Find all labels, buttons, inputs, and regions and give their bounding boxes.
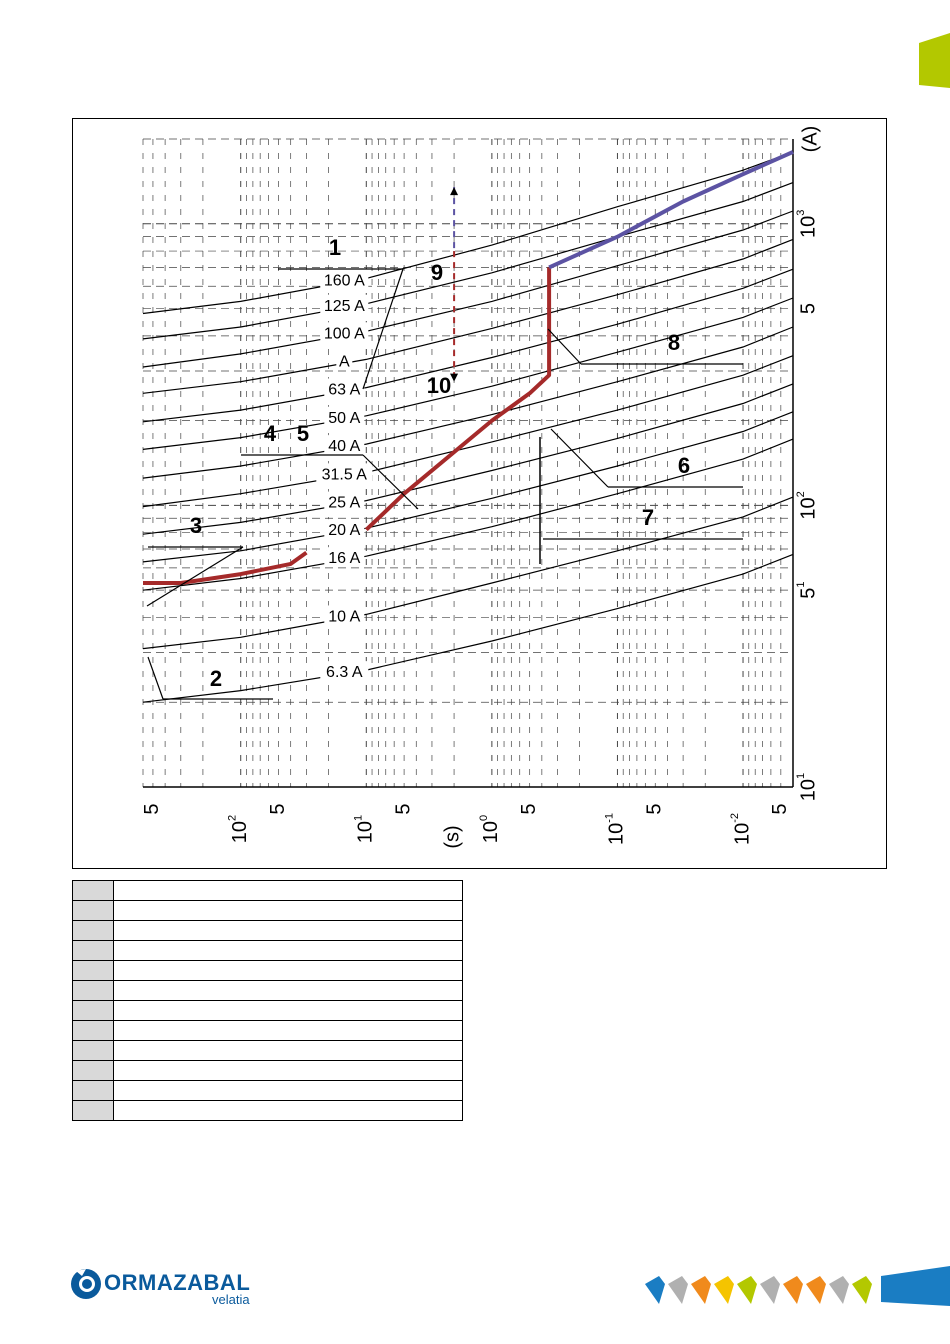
time-current-chart xyxy=(73,119,886,868)
logo-mark-icon xyxy=(70,1266,102,1302)
legend-row xyxy=(73,1061,463,1081)
x-tick-label-group xyxy=(227,815,251,843)
x-tick-label-group xyxy=(729,813,753,845)
brand-subname: velatia xyxy=(212,1292,250,1307)
legend-number-cell xyxy=(73,1081,114,1101)
x-tick-label-group xyxy=(644,803,666,814)
legend-row xyxy=(73,1021,463,1041)
legend-number-cell xyxy=(73,961,114,981)
legend-number-cell xyxy=(73,881,114,901)
y-tick-label: $10^3$ xyxy=(794,209,820,238)
y-tick-label-group xyxy=(795,491,819,519)
legend-number-cell xyxy=(73,1061,114,1081)
legend-number-cell xyxy=(73,921,114,941)
legend-text-cell xyxy=(114,1041,463,1061)
callout-number: 10 xyxy=(426,373,452,398)
legend-number-cell xyxy=(73,981,114,1001)
y-tick-label: 5 xyxy=(797,302,820,315)
brand-strip-block xyxy=(714,1276,734,1304)
y-tick-label: $10^2$ xyxy=(794,491,820,520)
x-tick-label: 5 xyxy=(266,803,289,815)
brand-name: ORMAZABAL xyxy=(104,1270,251,1295)
corner-accent-shape xyxy=(919,33,950,88)
callout-leader xyxy=(148,657,163,699)
series-label: 50 A xyxy=(328,409,361,427)
legend-number-cell xyxy=(73,901,114,921)
callout-number: 3 xyxy=(189,513,203,538)
legend-row xyxy=(73,1041,463,1061)
brand-strip-block xyxy=(645,1276,665,1304)
x-tick-label-group xyxy=(352,815,376,843)
legend-number-cell xyxy=(73,1001,114,1021)
legend-row xyxy=(73,921,463,941)
series-line xyxy=(143,152,793,314)
callout-number: 7 xyxy=(641,505,655,530)
callout-number: 4 xyxy=(263,421,277,446)
chart-frame xyxy=(72,118,887,869)
series-label: 40 A xyxy=(328,438,361,456)
brand-strip-block xyxy=(881,1266,950,1306)
y-tick-label-group xyxy=(795,582,819,599)
x-tick-label: 5 xyxy=(643,803,666,815)
legend-row xyxy=(73,981,463,1001)
y-tick-label-group xyxy=(795,773,819,801)
brand-color-strip xyxy=(645,1262,950,1312)
corner-accent-tab xyxy=(919,33,950,88)
grid-group xyxy=(143,139,793,787)
legend-number-cell xyxy=(73,941,114,961)
x-tick-label-group xyxy=(518,803,540,814)
brand-strip-block xyxy=(783,1276,803,1304)
arrow-head-down xyxy=(450,374,458,382)
series-label: 6.3 A xyxy=(326,664,363,682)
legend-row xyxy=(73,1101,463,1121)
x-axis-title-group xyxy=(441,825,463,848)
x-tick-label-group xyxy=(267,803,289,814)
legend-text-cell xyxy=(114,1081,463,1101)
series-label: 100 A xyxy=(323,325,365,343)
brand-strip-block xyxy=(760,1276,780,1304)
y-tick-label-group xyxy=(795,210,819,238)
series-label: 25 A xyxy=(328,494,361,512)
brand-strip-block xyxy=(852,1276,872,1304)
series-label: 160 A xyxy=(323,272,365,290)
series-line xyxy=(143,269,793,422)
series-label: 16 A xyxy=(328,550,361,568)
legend-text-cell xyxy=(114,1061,463,1081)
legend-row xyxy=(73,1001,463,1021)
series-label: 63 A xyxy=(328,381,361,399)
callout-number: 8 xyxy=(667,330,681,355)
callout-leader xyxy=(548,329,581,364)
legend-row xyxy=(73,901,463,921)
x-tick-label-group xyxy=(392,803,414,814)
legend-text-cell xyxy=(114,921,463,941)
series-label: A xyxy=(338,353,350,371)
legend-text-cell xyxy=(114,1101,463,1121)
y-tick-label: $10^1$ xyxy=(794,772,820,802)
legend-text-cell xyxy=(114,1021,463,1041)
x-tick-label: $10^1$ xyxy=(352,814,377,844)
legend-row xyxy=(73,881,463,901)
legend-text-cell xyxy=(114,941,463,961)
legend-row xyxy=(73,941,463,961)
legend-table xyxy=(72,880,463,1121)
legend-text-cell xyxy=(114,961,463,981)
brand-strip-block xyxy=(806,1276,826,1304)
x-tick-label: $10^{-1}$ xyxy=(603,812,628,846)
brand-strip-block xyxy=(668,1276,688,1304)
series-line xyxy=(143,211,793,367)
x-tick-label-group xyxy=(603,813,627,845)
y-tick-label-group xyxy=(797,303,819,314)
series-label: 31.5 A xyxy=(321,466,367,484)
x-tick-label: 5 xyxy=(517,803,540,815)
legend-row xyxy=(73,1081,463,1101)
series-label: 20 A xyxy=(328,522,361,540)
brand-strip-block xyxy=(691,1276,711,1304)
x-tick-label: $10^{-2}$ xyxy=(728,812,754,846)
legend-number-cell xyxy=(73,1041,114,1061)
ormazabal-logo xyxy=(70,1266,270,1316)
legend-text-cell xyxy=(114,881,463,901)
legend-text-cell xyxy=(114,981,463,1001)
x-tick-label: $10^0$ xyxy=(477,814,503,844)
arrow-head-up xyxy=(450,187,458,195)
legend-row xyxy=(73,961,463,981)
series-label: 10 A xyxy=(328,608,361,626)
brand-strip-block xyxy=(829,1276,849,1304)
x-tick-label-group xyxy=(769,803,791,814)
legend-number-cell xyxy=(73,1101,114,1121)
callout-number: 1 xyxy=(328,235,342,260)
callout-number: 5 xyxy=(296,421,310,446)
brand-strip-block xyxy=(737,1276,757,1304)
x-tick-label-group xyxy=(478,815,502,843)
legend-number-cell xyxy=(73,1021,114,1041)
callout-number: 2 xyxy=(209,666,223,691)
callout-number: 9 xyxy=(430,260,444,285)
x-axis-title: (s) xyxy=(441,825,464,849)
series-line xyxy=(143,239,793,393)
legend-text-cell xyxy=(114,1001,463,1021)
x-tick-label: 5 xyxy=(769,803,792,815)
series-line xyxy=(143,298,793,449)
legend-text-cell xyxy=(114,901,463,921)
series-label: 125 A xyxy=(323,297,365,315)
x-tick-label: 5 xyxy=(392,803,415,815)
y-tick-label: $5^1$ xyxy=(794,581,820,599)
x-tick-label-group xyxy=(141,803,163,814)
x-tick-label: 5 xyxy=(141,803,164,815)
series-line xyxy=(143,183,793,339)
x-tick-label: $10^2$ xyxy=(226,814,251,844)
callout-number: 6 xyxy=(677,453,691,478)
y-axis-title-group xyxy=(799,126,821,153)
y-axis-title: (A) xyxy=(799,125,822,153)
